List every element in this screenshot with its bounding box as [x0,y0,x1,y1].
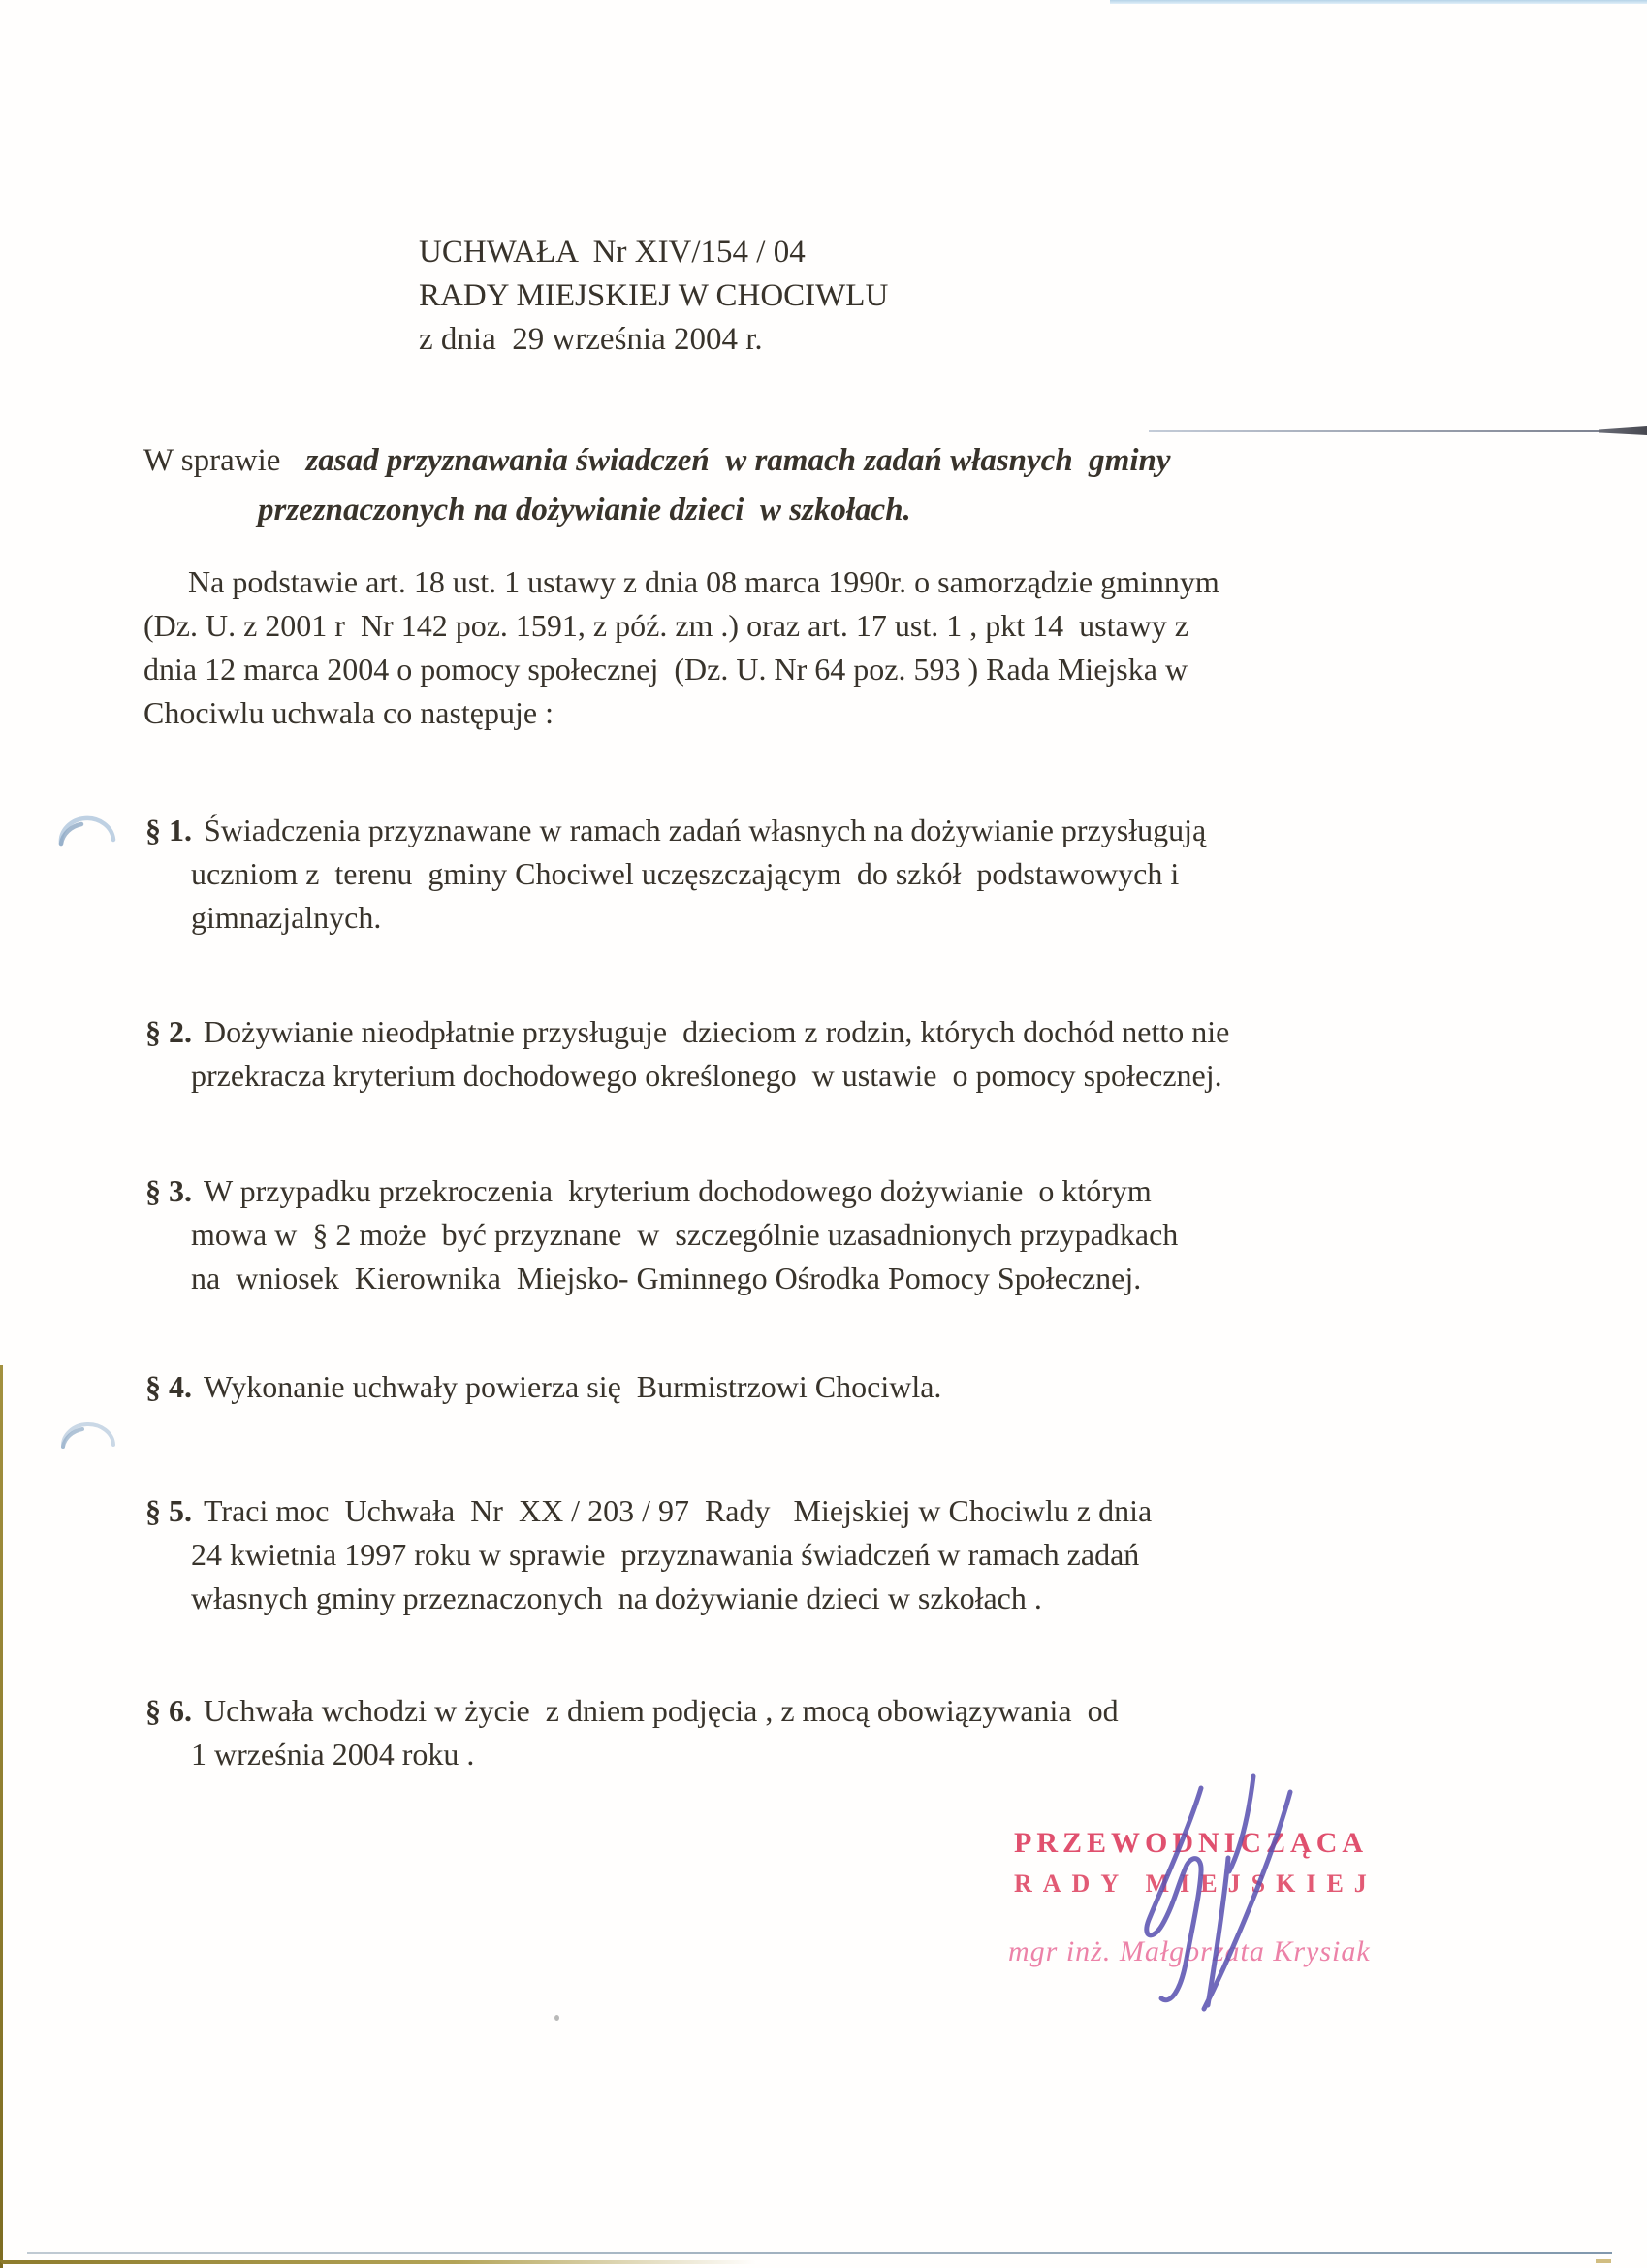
scan-edge-bottom-gray [27,2252,1612,2254]
section-line: Dożywianie nieodpłatnie przysługuje dzieciom z rodzin, których dochód netto nie [204,1014,1230,1049]
legal-line: dnia 12 marca 2004 o pomocy społecznej (Dz. U. Nr 64 poz. 593 ) Rada Miejska w [143,652,1188,687]
section-line: Wykonanie uchwały powierza się Burmistrzowi Chociwla. [204,1369,942,1404]
subject-paragraph [143,436,1171,535]
section-label: § 6. [145,1693,192,1728]
stamp-subtitle: RADY MIEJSKIEJ [1014,1869,1378,1898]
section-line: 24 kwietnia 1997 roku w sprawie przyznawania świadczeń w ramach zadań [191,1537,1140,1572]
section-paragraph-3 [145,1169,1178,1300]
section-line: mowa w § 2 może być przyznane w szczególnie uzasadnionych przypadkach [191,1217,1179,1252]
handwritten-signature [1081,1763,1352,2025]
section-paragraph-5 [145,1489,1152,1620]
section-line: uczniom z terenu gminy Chociwel uczęszczającym do szkół podstawowych i [191,856,1180,891]
section-paragraph-2 [145,1010,1229,1098]
section-line: Uchwała wchodzi w życie z dniem podjęcia , z mocą obowiązywania od [204,1693,1119,1728]
scan-edge-left [0,1365,3,2268]
legal-line: (Dz. U. z 2001 r Nr 142 poz. 1591, z póź. zm .) oraz art. 17 ust. 1 , pkt 14 ustawy z [143,608,1188,643]
section-line: W przypadku przekroczenia kryterium dochodowego dożywianie o którym [204,1173,1152,1208]
section-label: § 3. [145,1173,192,1208]
legal-line: Chociwlu uchwala co następuje : [143,695,554,730]
scan-streak-mid [1149,430,1604,432]
stamp-title: PRZEWODNICZĄCA [1014,1827,1369,1859]
section-line: gimnazjalnych. [191,900,382,935]
subject-text-1: zasad przyznawania świadczeń w ramach zadań własnych gminy [305,443,1171,478]
resolution-number-line: UCHWAŁA Nr XIV/154 / 04 [419,235,806,270]
section-line: 1 września 2004 roku . [191,1737,475,1772]
scan-streak-wedge [1599,426,1647,435]
section-label: § 2. [145,1014,192,1049]
scan-speck [1596,2259,1611,2263]
section-label: § 5. [145,1493,192,1528]
legal-basis-paragraph [143,560,1219,735]
section-line: na wniosek Kierownika Miejsko- Gminnego Ośrodka Pomocy Społecznej. [191,1261,1142,1295]
scan-line-top [1110,0,1647,4]
legal-line: Na podstawie art. 18 ust. 1 ustawy z dnia 08 marca 1990r. o samorządzie gminnym [188,564,1219,599]
resolution-date-line: z dnia 29 września 2004 r. [419,322,763,357]
resolution-header [419,231,888,362]
pen-arc-mark-1 [54,799,120,857]
section-paragraph-4 [145,1365,941,1409]
subject-line-2: przeznaczonych na dożywianie dzieci w szkołach. [258,493,911,527]
section-paragraph-1 [145,809,1206,940]
section-line: Świadczenia przyznawane w ramach zadań własnych na dożywianie przysługują [204,813,1207,847]
pen-arc-mark-2 [56,1406,122,1464]
subject-line-1 [143,436,1171,486]
subject-prefix: W sprawie [143,443,281,478]
section-label: § 1. [145,813,192,847]
scan-dot [554,2015,559,2021]
section-label: § 4. [145,1369,192,1404]
section-line: przekracza kryterium dochodowego określonego w ustawie o pomocy społecznej. [191,1058,1222,1093]
section-paragraph-6 [145,1689,1119,1776]
section-line: własnych gminy przeznaczonych na dożywianie dzieci w szkołach . [191,1581,1042,1615]
section-line: Traci moc Uchwała Nr XX / 203 / 97 Rady Miejskiej w Chociwlu z dnia [204,1493,1153,1528]
stamp-name: mgr inż. Małgorzata Krysiak [1008,1935,1371,1967]
council-name-line: RADY MIEJSKIEJ W CHOCIWLU [419,278,889,313]
scan-edge-bottom-olive [0,2260,756,2264]
